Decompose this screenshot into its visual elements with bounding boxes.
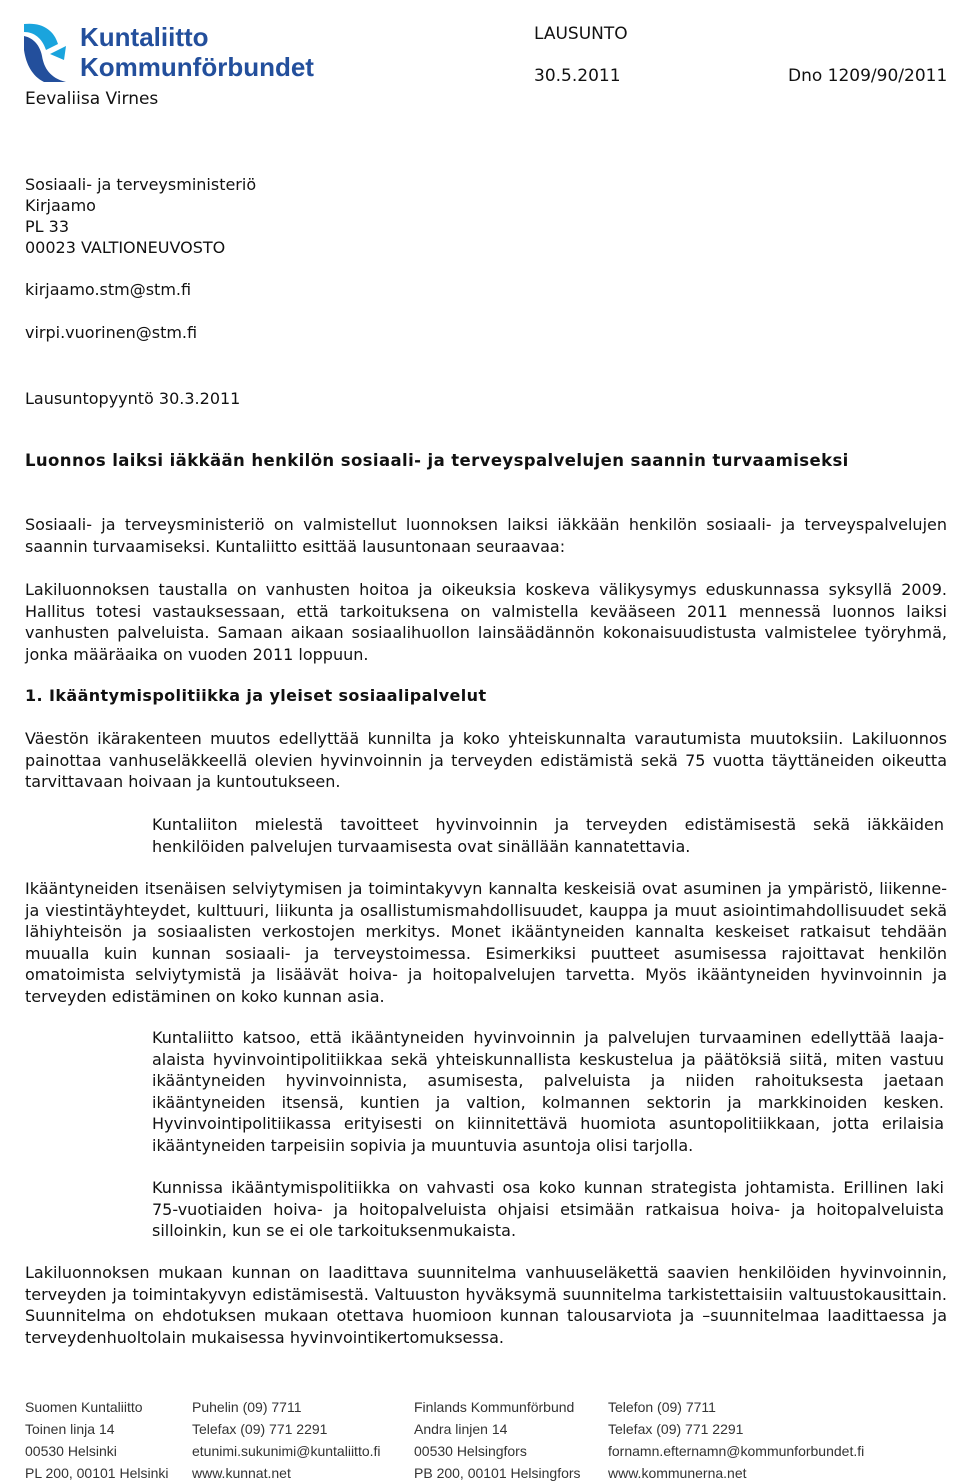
footer-web-link[interactable]: www.kunnat.net: [192, 1465, 291, 1481]
footer-col-2-line: Puhelin (09) 7711: [192, 1399, 302, 1415]
kuntaliitto-emblem-icon: [20, 20, 76, 84]
footer-email-link-sv[interactable]: fornamn.efternamn@kommunforbundet.fi: [608, 1443, 865, 1459]
paragraph-2: Lakiluonnoksen taustalla on vanhusten hoitoa ja oikeuksia koskeva välikysymys eduskunnassa syksyllä 2009. Hallitus totesi vastauksessaan, että tarkoituksena on valmistella kevääseen 2011 mennessä luonnos laiksi vanhusten palveluista. Samaan aikaan sosiaalihuollon lainsäädännön kokonaisuudistusta valmistelee työryhmä, jonka määräaika on vuoden 2011 loppuun.: [25, 580, 947, 664]
footer-col-2-line: Telefax (09) 771 2291: [192, 1421, 328, 1437]
recipient-line-1: Sosiaali- ja terveysministeriö: [25, 175, 257, 194]
footer-col-1-line: 00530 Helsinki: [25, 1443, 117, 1459]
footer-col-1: [25, 1396, 168, 1484]
indented-paragraph-1: Kuntaliiton mielestä tavoitteet hyvinvoinnin ja terveyden edistämisestä sekä iäkkäiden henkilöiden palvelujen turvaamisesta ovat sinällään kannatettavia.: [152, 815, 944, 856]
kuntaliitto-logo: [20, 18, 320, 86]
recipient-line-3: PL 33: [25, 217, 70, 236]
section-heading-1: 1. Ikääntymispolitiikka ja yleiset sosiaalipalvelut: [25, 686, 487, 705]
footer-col-2: [192, 1396, 381, 1484]
author-name: Eevaliisa Virnes: [25, 89, 159, 109]
indented-paragraph-3: Kunnissa ikääntymispolitiikka on vahvasti osa koko kunnan strategista johtamista. Erillinen laki 75-vuotiaiden hoiva- ja hoitopalveluista ohjaisi etsimään ratkaisua hoiva- ja hoitopalveluista silloinkin, kun se ei ole tarkoituksenmukaista.: [152, 1178, 944, 1240]
footer-col-3-line: Andra linjen 14: [414, 1421, 508, 1437]
reference-line: Lausuntopyyntö 30.3.2011: [25, 389, 241, 408]
footer-col-3: [414, 1396, 581, 1484]
paragraph-5: Lakiluonnoksen mukaan kunnan on laadittava suunnitelma vanhuuseläkettä saavien henkilöiden hyvinvoinnin, terveyden ja toimintakyvyn edistämisestä. Valtuuston hyväksymä suunnitelma tarkistettaisiin valtuustokausittain. Suunnitelma on ehdotuksen mukaan otettava huomioon kunnan talousarviota ja –suunnitelmaa laadittaessa ja terveydenhuoltolain mukaisessa hyvinvointikertomuksessa.: [25, 1263, 947, 1347]
paragraph-1: Sosiaali- ja terveysministeriö on valmistellut luonnoksen laiksi iäkkään henkilön sosiaali- ja terveyspalvelujen saannin turvaamiseksi. Kuntaliitto esittää lausuntonaan seuraavaa:: [25, 515, 947, 556]
document-title: Luonnos laiksi iäkkään henkilön sosiaali- ja terveyspalvelujen saannin turvaamiseksi: [25, 451, 849, 470]
footer-col-1-line: Suomen Kuntaliitto: [25, 1399, 143, 1415]
paragraph-3: Väestön ikärakenteen muutos edellyttää kunnilta ja koko yhteiskunnalta varautumista muutoksiin. Lakiluonnos painottaa vanhuseläkkeellä olevien hyvinvoinnin ja terveyden edistämistä sekä 75 vuotta täyttäneiden oikeutta tarvittavaan hoivaan ja kuntoutukseen.: [25, 729, 947, 791]
footer-col-3-line: 00530 Helsingfors: [414, 1443, 527, 1459]
recipient-email-2[interactable]: virpi.vuorinen@stm.fi: [25, 323, 198, 342]
recipient-email-1[interactable]: kirjaamo.stm@stm.fi: [25, 280, 192, 299]
recipient-line-4: 00023 VALTIONEUVOSTO: [25, 238, 226, 257]
document-type: LAUSUNTO: [534, 24, 628, 44]
footer-web-link-sv[interactable]: www.kommunerna.net: [608, 1465, 747, 1481]
footer-col-4-line: Telefax (09) 771 2291: [608, 1421, 744, 1437]
paragraph-4: Ikääntyneiden itsenäisen selviytymisen ja toimintakyvyn kannalta keskeisiä ovat asuminen ja ympäristö, liikenne- ja viestintäyhteydet, kulttuuri, liikunta ja osallistumismahdollisuudet, kauppa ja muut asiointimahdollisuudet sekä lähiyhteisön ja sosiaalisten verkostojen merkitys. Monet ikääntyneiden kannalta keskeiset ratkaisut tehdään muualla kuin kunnan sosiaali- ja terveystoimessa. Esimerkiksi puutteet asumisessa rajoittavat henkilön omatoimista selviytymistä ja lisäävät hoiva- ja hoitopalvelujen tarvetta. Myös ikääntyneiden hyvinvoinnin ja terveyden edistäminen on koko kunnan asia.: [25, 879, 947, 1006]
recipient-line-2: Kirjaamo: [25, 196, 96, 215]
footer-email-link[interactable]: etunimi.sukunimi@kuntaliitto.fi: [192, 1443, 381, 1459]
footer-col-1-line: Toinen linja 14: [25, 1421, 115, 1437]
indented-paragraph-2: Kuntaliitto katsoo, että ikääntyneiden hyvinvoinnin ja palvelujen turvaaminen edellyttää laaja-alaista hyvinvointipolitiikkaa sekä yhteiskunnallista keskustelua ja päätöksiä siitä, miten vastuu ikääntyneiden hyvinvoinnista, asumisesta, palveluista ja niiden rahoituksesta jaetaan ikääntyneiden itsensä, kuntien ja valtion, kolmannen sektorin ja markkinoiden kesken. Hyvinvointipolitiikassa erityisesti on kiinnitettävä huomiota asuntopolitiikkaan, jotta erilaisia ikääntyneiden tarpeisiin sopivia ja muuntuvia asuntoja olisi tarjolla.: [152, 1028, 944, 1155]
footer-col-3-line: Finlands Kommunförbund: [414, 1399, 575, 1415]
document-date: 30.5.2011: [534, 66, 621, 86]
footer-col-4-line: Telefon (09) 7711: [608, 1399, 716, 1415]
logo-line-kommunforbundet: Kommunförbundet: [80, 52, 314, 82]
footer-col-4: [608, 1396, 864, 1484]
document-number: Dno 1209/90/2011: [788, 66, 948, 86]
footer-col-3-line: PB 200, 00101 Helsingfors: [414, 1465, 581, 1481]
logo-line-kuntaliitto: Kuntaliitto: [80, 22, 209, 52]
footer-col-1-line: PL 200, 00101 Helsinki: [25, 1465, 169, 1481]
